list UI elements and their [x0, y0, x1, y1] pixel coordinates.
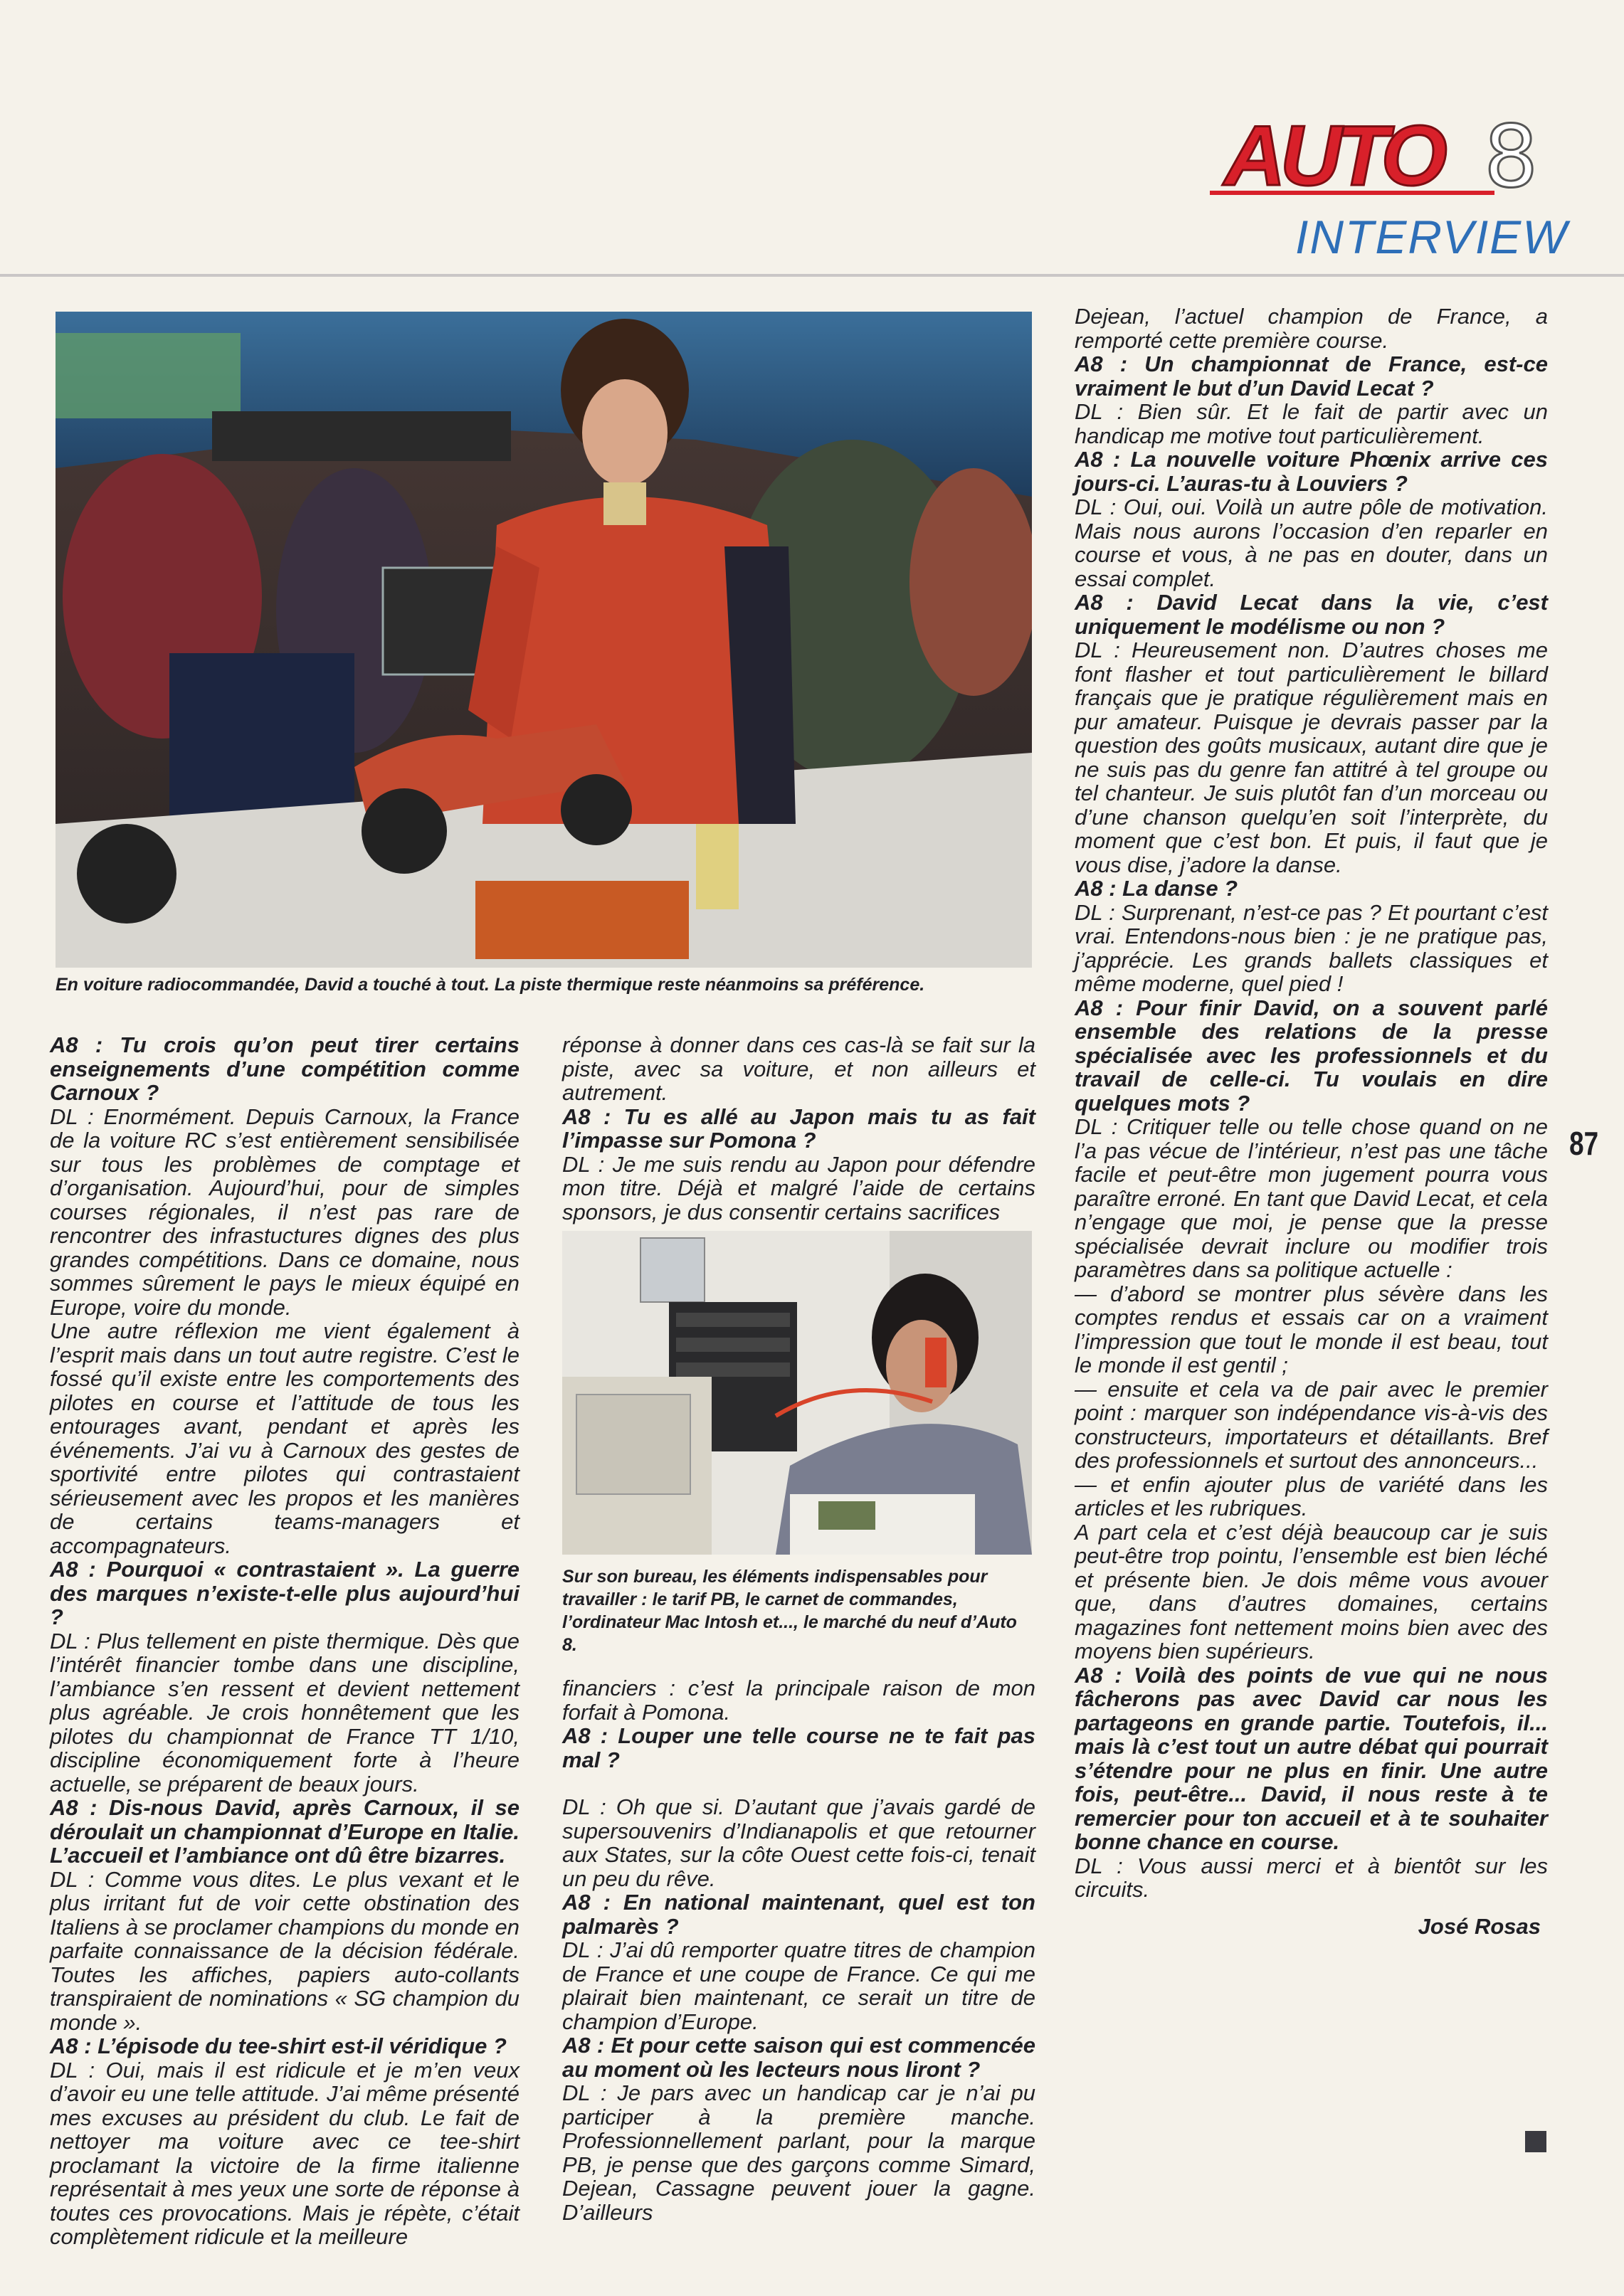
section-title: INTERVIEW [1295, 211, 1568, 263]
col1-a4: DL : Oui, mais il est ridicule et je m’en veux d’avoir eu une telle attitude. J’ai même présenté mes excuses au président du club. Le fait de nettoyer ma voiture avec ce tee-shirt proclamant la victoire de la firme italienne représentait à mes yeux une sorte de réponse à toutes ces provocations. Mais je répète, c’était complètement ridicule et la meilleure [50, 2057, 520, 2249]
col2-bq3: A8 : Et pour cette saison qui est commencée au moment où les lecteurs nous liront ? [562, 2033, 1035, 2082]
col3-q4: A8 : La danse ? [1075, 876, 1238, 901]
col1-a1: DL : Enormément. Depuis Carnoux, la France de la voiture RC s’est entièrement sensibilisée sur tous les problèmes de comptage et d’organisation. Aujourd’hui, pour de simples courses régionales, il n’est pas rare de rencontrer des infrastuctures dignes des plus grandes compétitions. Dans ce domaine, nous sommes sûrement le pays le mieux équipé en Europe, voire du monde. [50, 1104, 520, 1320]
col2-bq2: A8 : En national maintenant, quel est ton palmarès ? [562, 1890, 1035, 1939]
col3-a0: Dejean, l’actuel champion de France, a remporté cette première course. [1075, 304, 1548, 353]
photo-top [56, 312, 1032, 968]
col3-q2: A8 : La nouvelle voiture Phœnix arrive ces jours-ci. L’auras-tu à Louviers ? [1075, 447, 1548, 496]
col3-a5d: — et enfin ajouter plus de variété dans les articles et les rubriques. [1075, 1471, 1548, 1520]
column-1 [50, 1033, 520, 2249]
author: José Rosas [1418, 1913, 1541, 1939]
col2-ba1: DL : Oh que si. D’autant que j’avais gardé de supersouvenirs d’Indianapolis et que retourner aux States, sur la côte Ouest cette fois-ci, tenait un peu du rêve. [562, 1794, 1035, 1891]
col1-q2: A8 : Pourquoi « contrastaient ». La guerre des marques n’existe-t-elle plus aujourd’hui ? [50, 1557, 520, 1629]
col1-a1b: Une autre réflexion me vient également à l’esprit mais dans un tout autre registre. C’est le fossé qu’il existe entre les comportements des pilotes en course et l’attitude de tous les entourages avant, pendant et après les événements. J’ai vu à Carnoux des gestes de sportivité entre pilotes qui contrastaient sérieusement avec les propos et les manières de certains teams-managers et accompagnateurs. [50, 1318, 520, 1558]
col2-a1: DL : Je me suis rendu au Japon pour défendre mon titre. Déjà et malgré l’aide de certains sponsors, je dus consentir certains sacrifices [562, 1151, 1035, 1224]
svg-text:AUTO: AUTO [1224, 108, 1442, 203]
col3-a1: DL : Bien sûr. Et le fait de partir avec un handicap me motive tout particulièrement. [1075, 399, 1548, 448]
header-divider [0, 274, 1624, 277]
col3-a5b: — d’abord se montrer plus sévère dans les comptes rendus et essais car on a vraiment l’impression que tout le monde il est beau, tout le monde il est gentil ; [1075, 1281, 1548, 1377]
col3-a6: DL : Vous aussi merci et à bientôt sur les circuits. [1075, 1853, 1548, 1902]
col2-b0: financiers : c’est la principale raison de mon forfait à Pomona. [562, 1676, 1035, 1725]
col2-a0: réponse à donner dans ces cas-là se fait sur la piste, avec sa voiture, et non ailleurs et autrement. [562, 1032, 1035, 1105]
col1-q4: A8 : L’épisode du tee-shirt est-il véridique ? [50, 2033, 507, 2058]
col1-a2: DL : Plus tellement en piste thermique. Dès que l’intérêt financier tombe dans une discipline, l’ambiance s’en ressent et devient nettement plus agréable. Je crois honnêtement que les pilotes du championnat de France TT 1/10, discipline économiquement forte à l’heure actuelle, se préparent de beaux jours. [50, 1628, 520, 1797]
svg-text:8: 8 [1484, 108, 1539, 206]
col2-q1: A8 : Tu es allé au Japon mais tu as fait l’impasse sur Pomona ? [562, 1104, 1035, 1153]
column-2-bottom [562, 1676, 1035, 2224]
racing-pit-photo-icon [56, 312, 1032, 968]
col2-bq1: A8 : Louper une telle course ne te fait pas mal ? [562, 1723, 1035, 1772]
office-desk-photo-icon [562, 1231, 1032, 1555]
col2-ba2: DL : J’ai dû remporter quatre titres de champion de France et une coupe de France. Ce qui me plairait bien maintenant, ce serait un titre de champion d’Europe. [562, 1937, 1035, 2034]
col3-a4: DL : Surprenant, n’est-ce pas ? Et pourtant c’est vrai. Entendons-nous bien : je ne pratique pas, j’apprécie. Les grands ballets classiques et même moderne, quel pied ! [1075, 899, 1548, 996]
col3-a3: DL : Heureusement non. D’autres choses me font flasher et tout particulièrement le billard français que je pratique régulièrement mais en pur amateur. Puisque je devrais passer par la question des goûts musicaux, autant dire que je ne suis pas du genre fan attitré à tel groupe ou tel chanteur. Je suis plutôt fan d’un morceau ou d’une chanson quelqu’en soit l’interprète, du moment que c’est bon. Et puis, il faut que je vous dise, j’adore la danse. [1075, 638, 1548, 877]
caption-mid: Sur son bureau, les éléments indispensables pour travailler : le tarif PB, le carnet de commandes, l’ordinateur Mac Intosh et..., le marché du neuf d’Auto 8. [562, 1567, 1017, 1655]
col3-a5: DL : Critiquer telle ou telle chose quand on ne l’a pas vécue de l’intérieur, n’est pas une tâche facile et peut-être mon jugement pourra vous paraître erroné. En tant que David Lecat, et cela n’engage que moi, je pense que la presse spécialisée devrait inclure ou modifier trois paramètres dans sa politique actuelle : [1075, 1114, 1548, 1282]
col1-q3: A8 : Dis-nous David, après Carnoux, il se déroulait un championnat d’Europe en Italie. L’accueil et l’ambiance ont dû être bizarres. [50, 1795, 520, 1868]
column-2-top [562, 1033, 1035, 1224]
col3-q1: A8 : Un championnat de France, est-ce vraiment le but d’un David Lecat ? [1075, 351, 1548, 401]
col1-q1: A8 : Tu crois qu’on peut tirer certains enseignements d’une compétition comme Carnoux ? [50, 1032, 520, 1105]
col1-a3: DL : Comme vous dites. Le plus vexant et le plus irritant fut de voir cette obstination des Italiens à se proclamer champions du monde en parfaite connaissance de la décision fédérale. Toutes les affiches, papiers auto-collants transpiraient de nominations « SG champion du monde ». [50, 1866, 520, 2035]
page-number: 87 [1569, 1125, 1599, 1162]
col2-ba3: DL : Je pars avec un handicap car je n’ai pu participer à la première manche. Professionnellement parlant, pour la marque PB, je pense que des garçons comme Simard, Dejean, Cassagne peuvent jouer la gagne. D’ailleurs [562, 2080, 1035, 2225]
caption-top: En voiture radiocommandée, David a touché à tout. La piste thermique reste néanmoins sa préférence. [56, 975, 925, 995]
auto8-logo [1210, 107, 1551, 206]
end-mark-icon [1525, 2131, 1546, 2152]
col3-q6: A8 : Voilà des points de vue qui ne nous fâcherons pas avec David car nous les partageons en grande partie. Toutefois, il... mais là c’est tout un autre débat qui pourrait s’étendre pour ne plus en finir. Une autre fois, peut-être... David, il nous reste à te remercier pour ton accueil et à te souhaiter bonne chance en course. [1075, 1662, 1548, 1854]
col3-a5c: — ensuite et cela va de pair avec le premier point : marquer son indépendance vis-à-vis des constructeurs, importateurs et détaillants. Bref des professionnels et surtout des annonceurs... [1075, 1376, 1548, 1473]
col3-q3: A8 : David Lecat dans la vie, c’est uniquement le modélisme ou non ? [1075, 590, 1548, 639]
column-3 [1075, 305, 1548, 1938]
col3-a5e: A part cela et c’est déjà beaucoup car je suis peut-être trop pointu, l’ensemble est bien léché et présente bien. Je dois même vous avouer que, dans d’autres domaines, certains magazines font nettement moins bien avec des moyens bien supérieurs. [1075, 1519, 1548, 1663]
photo-mid [562, 1231, 1032, 1555]
col3-a2: DL : Oui, oui. Voilà un autre pôle de motivation. Mais nous aurons l’occasion d’en reparler en course et vous, à ne pas en douter, dans un essai complet. [1075, 494, 1548, 591]
col3-q5: A8 : Pour finir David, on a souvent parlé ensemble des relations de la presse spécialisée avec les professionnels et du travail de celle-ci. Tu voulais en dire quelques mots ? [1075, 995, 1548, 1116]
